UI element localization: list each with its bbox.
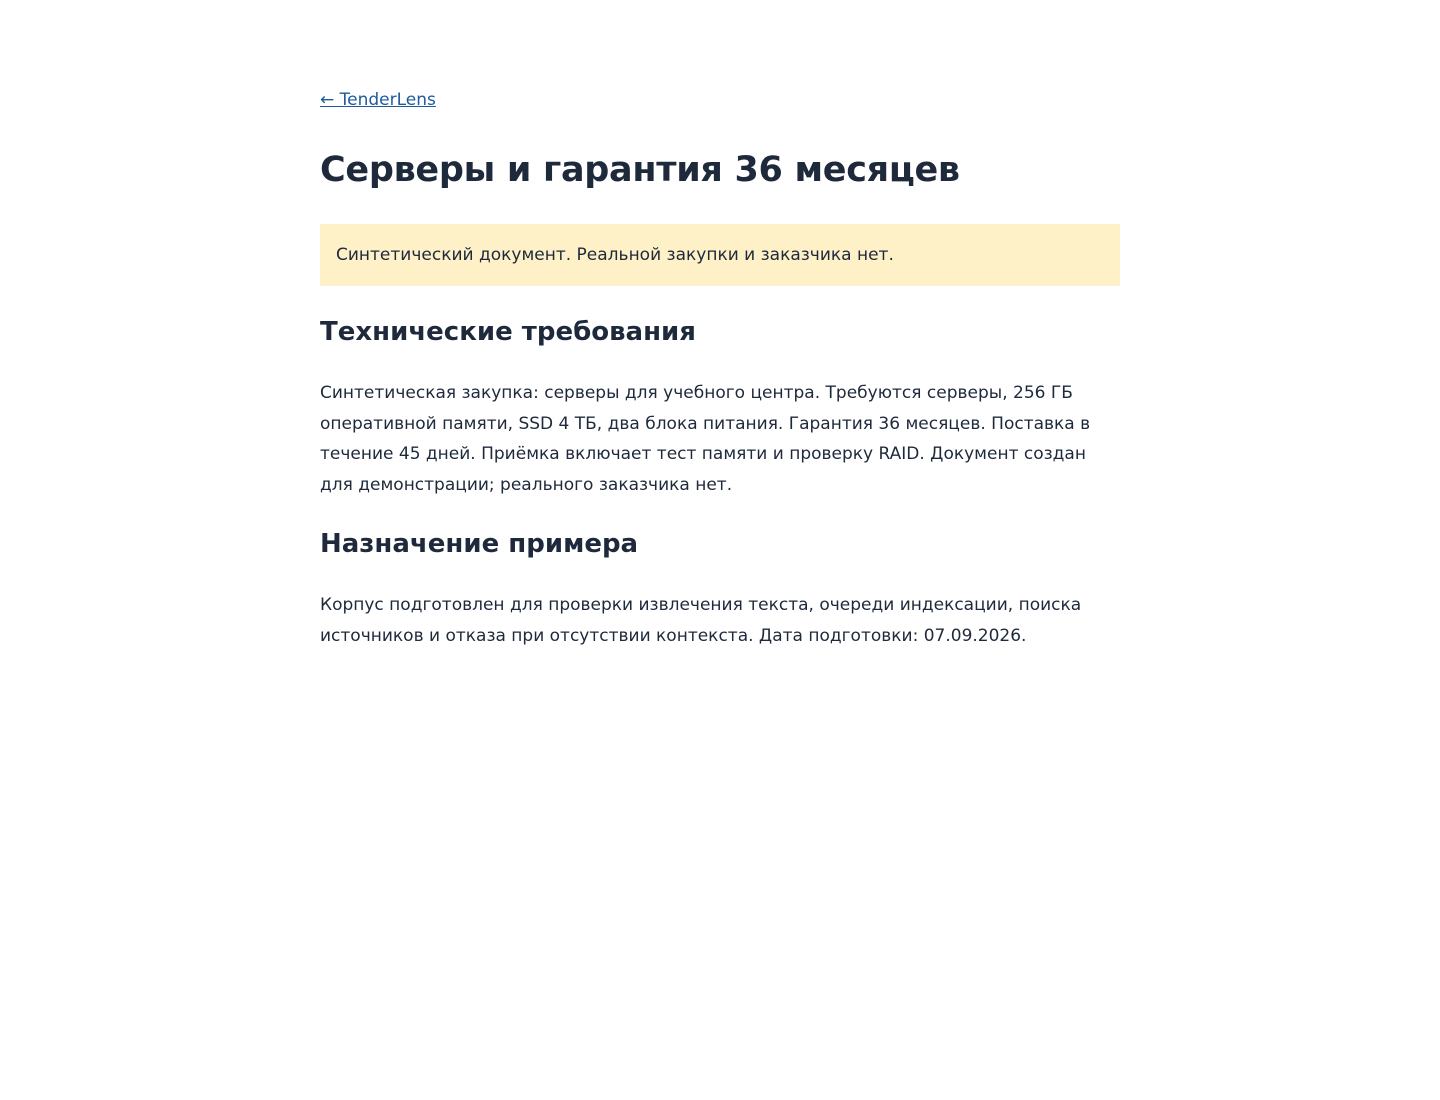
document-page — [320, 86, 1120, 652]
section-heading-technical-requirements: Технические требования — [320, 317, 696, 347]
section-text-example-purpose: Корпус подготовлен для проверки извлечения текста, очереди индексации, поиска источников и отказа при отсутствии контекста. Дата подготовки: 07.09.2026. — [320, 595, 1082, 646]
section-heading-example-purpose: Назначение примера — [320, 529, 639, 560]
notice-text: Синтетический документ. Реальной закупки и заказчика нет. — [336, 245, 894, 265]
back-link[interactable]: ← TenderLens — [320, 90, 436, 110]
synthetic-notice-banner — [320, 224, 1120, 286]
section-text-technical-requirements: Синтетическая закупка: серверы для учебного центра. Требуются серверы, 256 ГБ оперативной памяти, SSD 4 ТБ, два блока питания. Гарантия 36 месяцев. Поставка в течение 45 дней. Приёмка включает тест памяти и проверку RAID. Документ создан для демонстрации; реального заказчика нет. — [320, 383, 1091, 495]
page-title: Серверы и гарантия 36 месяцев — [320, 150, 960, 190]
